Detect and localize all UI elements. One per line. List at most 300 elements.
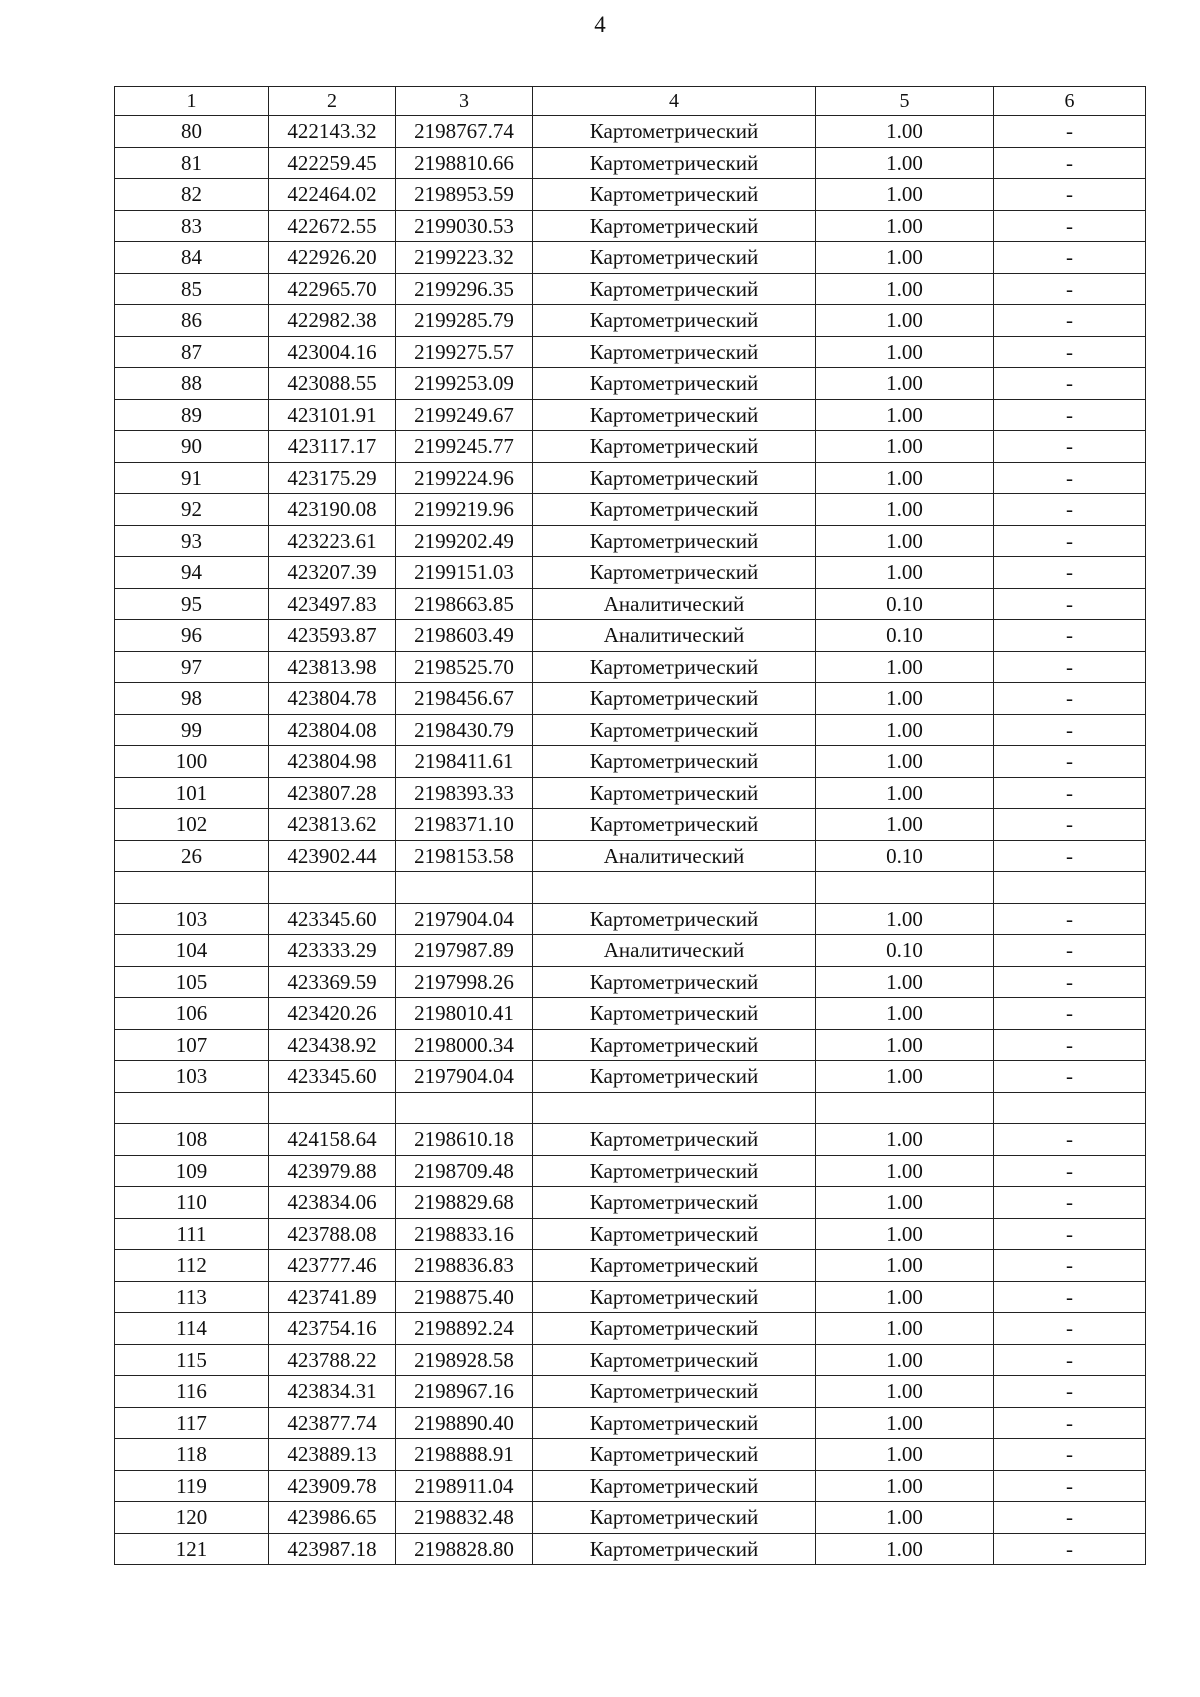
column-header: 1 xyxy=(115,87,269,116)
column-header: 5 xyxy=(816,87,994,116)
accuracy-cell: 1.00 xyxy=(816,1502,994,1534)
y-coordinate-cell: 2198810.66 xyxy=(396,147,533,179)
y-coordinate-cell: 2197904.04 xyxy=(396,903,533,935)
method-cell: Картометрический xyxy=(533,1502,816,1534)
y-coordinate-cell: 2199285.79 xyxy=(396,305,533,337)
table-row xyxy=(115,620,1146,652)
accuracy-cell: 1.00 xyxy=(816,714,994,746)
point-number-cell: 98 xyxy=(115,683,269,715)
method-cell: Картометрический xyxy=(533,1407,816,1439)
x-coordinate-cell: 423333.29 xyxy=(269,935,396,967)
x-coordinate-cell: 423593.87 xyxy=(269,620,396,652)
method-cell: Картометрический xyxy=(533,399,816,431)
table-row xyxy=(115,1502,1146,1534)
column-header: 2 xyxy=(269,87,396,116)
note-cell: - xyxy=(994,1313,1146,1345)
y-coordinate-cell: 2199296.35 xyxy=(396,273,533,305)
point-number-cell: 80 xyxy=(115,116,269,148)
table-row xyxy=(115,1155,1146,1187)
note-cell: - xyxy=(994,1187,1146,1219)
table-row xyxy=(115,368,1146,400)
accuracy-cell: 1.00 xyxy=(816,336,994,368)
point-number-cell: 81 xyxy=(115,147,269,179)
note-cell: - xyxy=(994,1029,1146,1061)
point-number-cell: 117 xyxy=(115,1407,269,1439)
point-number-cell: 118 xyxy=(115,1439,269,1471)
note-cell: - xyxy=(994,1124,1146,1156)
accuracy-cell: 0.10 xyxy=(816,840,994,872)
method-cell: Картометрический xyxy=(533,966,816,998)
table-header-row xyxy=(115,87,1146,116)
x-coordinate-cell: 422464.02 xyxy=(269,179,396,211)
x-coordinate-cell: 423877.74 xyxy=(269,1407,396,1439)
y-coordinate-cell: 2198430.79 xyxy=(396,714,533,746)
note-cell: - xyxy=(994,935,1146,967)
method-cell: Картометрический xyxy=(533,210,816,242)
method-cell: Картометрический xyxy=(533,116,816,148)
x-coordinate-cell: 423207.39 xyxy=(269,557,396,589)
table-row xyxy=(115,588,1146,620)
note-cell: - xyxy=(994,1407,1146,1439)
accuracy-cell: 1.00 xyxy=(816,777,994,809)
point-number-cell: 94 xyxy=(115,557,269,589)
y-coordinate-cell xyxy=(396,872,533,904)
point-number-cell: 103 xyxy=(115,1061,269,1093)
x-coordinate-cell: 423813.62 xyxy=(269,809,396,841)
table-row xyxy=(115,336,1146,368)
point-number-cell: 106 xyxy=(115,998,269,1030)
point-number-cell: 115 xyxy=(115,1344,269,1376)
point-number-cell: 99 xyxy=(115,714,269,746)
table-row xyxy=(115,494,1146,526)
note-cell: - xyxy=(994,651,1146,683)
accuracy-cell: 1.00 xyxy=(816,998,994,1030)
note-cell: - xyxy=(994,903,1146,935)
note-cell: - xyxy=(994,746,1146,778)
accuracy-cell: 1.00 xyxy=(816,431,994,463)
point-number-cell: 121 xyxy=(115,1533,269,1565)
table-row xyxy=(115,399,1146,431)
x-coordinate-cell: 423834.06 xyxy=(269,1187,396,1219)
y-coordinate-cell: 2198153.58 xyxy=(396,840,533,872)
y-coordinate-cell: 2197904.04 xyxy=(396,1061,533,1093)
x-coordinate-cell: 423369.59 xyxy=(269,966,396,998)
accuracy-cell: 1.00 xyxy=(816,809,994,841)
y-coordinate-cell: 2199151.03 xyxy=(396,557,533,589)
point-number-cell: 85 xyxy=(115,273,269,305)
y-coordinate-cell: 2199223.32 xyxy=(396,242,533,274)
table-row xyxy=(115,872,1146,904)
y-coordinate-cell: 2198371.10 xyxy=(396,809,533,841)
point-number-cell: 108 xyxy=(115,1124,269,1156)
accuracy-cell: 1.00 xyxy=(816,1155,994,1187)
point-number-cell xyxy=(115,872,269,904)
point-number-cell: 88 xyxy=(115,368,269,400)
accuracy-cell: 1.00 xyxy=(816,1281,994,1313)
point-number-cell: 113 xyxy=(115,1281,269,1313)
accuracy-cell: 1.00 xyxy=(816,116,994,148)
method-cell: Картометрический xyxy=(533,777,816,809)
y-coordinate-cell: 2197987.89 xyxy=(396,935,533,967)
x-coordinate-cell xyxy=(269,872,396,904)
note-cell: - xyxy=(994,557,1146,589)
note-cell: - xyxy=(994,305,1146,337)
y-coordinate-cell: 2198610.18 xyxy=(396,1124,533,1156)
point-number-cell: 105 xyxy=(115,966,269,998)
point-number-cell: 103 xyxy=(115,903,269,935)
method-cell: Аналитический xyxy=(533,620,816,652)
point-number-cell: 120 xyxy=(115,1502,269,1534)
point-number-cell: 92 xyxy=(115,494,269,526)
note-cell: - xyxy=(994,998,1146,1030)
table-row xyxy=(115,431,1146,463)
method-cell: Картометрический xyxy=(533,903,816,935)
accuracy-cell: 1.00 xyxy=(816,1407,994,1439)
y-coordinate-cell: 2198411.61 xyxy=(396,746,533,778)
point-number-cell: 82 xyxy=(115,179,269,211)
method-cell: Картометрический xyxy=(533,1029,816,1061)
x-coordinate-cell: 423889.13 xyxy=(269,1439,396,1471)
table-row xyxy=(115,147,1146,179)
table-row xyxy=(115,1533,1146,1565)
coordinates-table xyxy=(114,86,1146,1565)
note-cell: - xyxy=(994,147,1146,179)
method-cell: Картометрический xyxy=(533,1533,816,1565)
accuracy-cell: 1.00 xyxy=(816,147,994,179)
y-coordinate-cell: 2197998.26 xyxy=(396,966,533,998)
accuracy-cell: 1.00 xyxy=(816,1187,994,1219)
point-number-cell: 109 xyxy=(115,1155,269,1187)
x-coordinate-cell: 423223.61 xyxy=(269,525,396,557)
note-cell: - xyxy=(994,1344,1146,1376)
y-coordinate-cell: 2199219.96 xyxy=(396,494,533,526)
accuracy-cell: 1.00 xyxy=(816,1376,994,1408)
accuracy-cell: 1.00 xyxy=(816,1029,994,1061)
x-coordinate-cell: 423741.89 xyxy=(269,1281,396,1313)
note-cell: - xyxy=(994,462,1146,494)
y-coordinate-cell xyxy=(396,1092,533,1124)
method-cell: Картометрический xyxy=(533,1439,816,1471)
y-coordinate-cell: 2198010.41 xyxy=(396,998,533,1030)
note-cell: - xyxy=(994,336,1146,368)
method-cell: Картометрический xyxy=(533,147,816,179)
table-row xyxy=(115,1187,1146,1219)
method-cell: Картометрический xyxy=(533,1218,816,1250)
y-coordinate-cell: 2199253.09 xyxy=(396,368,533,400)
x-coordinate-cell: 423345.60 xyxy=(269,1061,396,1093)
x-coordinate-cell: 423101.91 xyxy=(269,399,396,431)
x-coordinate-cell: 423004.16 xyxy=(269,336,396,368)
note-cell: - xyxy=(994,1218,1146,1250)
point-number-cell: 95 xyxy=(115,588,269,620)
x-coordinate-cell: 423909.78 xyxy=(269,1470,396,1502)
y-coordinate-cell: 2198892.24 xyxy=(396,1313,533,1345)
y-coordinate-cell: 2199275.57 xyxy=(396,336,533,368)
table-row xyxy=(115,305,1146,337)
x-coordinate-cell: 423986.65 xyxy=(269,1502,396,1534)
x-coordinate-cell: 423804.98 xyxy=(269,746,396,778)
table-row xyxy=(115,809,1146,841)
method-cell: Картометрический xyxy=(533,336,816,368)
note-cell: - xyxy=(994,588,1146,620)
accuracy-cell: 1.00 xyxy=(816,1439,994,1471)
column-header: 3 xyxy=(396,87,533,116)
table-row xyxy=(115,777,1146,809)
accuracy-cell: 1.00 xyxy=(816,1218,994,1250)
y-coordinate-cell: 2198709.48 xyxy=(396,1155,533,1187)
point-number-cell: 119 xyxy=(115,1470,269,1502)
y-coordinate-cell: 2198911.04 xyxy=(396,1470,533,1502)
method-cell: Аналитический xyxy=(533,935,816,967)
method-cell: Картометрический xyxy=(533,1313,816,1345)
table-row xyxy=(115,1470,1146,1502)
note-cell: - xyxy=(994,368,1146,400)
table-row xyxy=(115,1218,1146,1250)
method-cell: Картометрический xyxy=(533,683,816,715)
accuracy-cell: 0.10 xyxy=(816,588,994,620)
accuracy-cell: 1.00 xyxy=(816,903,994,935)
accuracy-cell: 0.10 xyxy=(816,620,994,652)
note-cell: - xyxy=(994,210,1146,242)
accuracy-cell: 0.10 xyxy=(816,935,994,967)
table-row xyxy=(115,840,1146,872)
accuracy-cell: 1.00 xyxy=(816,494,994,526)
note-cell: - xyxy=(994,714,1146,746)
accuracy-cell: 1.00 xyxy=(816,557,994,589)
note-cell: - xyxy=(994,840,1146,872)
x-coordinate-cell xyxy=(269,1092,396,1124)
note-cell xyxy=(994,872,1146,904)
x-coordinate-cell: 423190.08 xyxy=(269,494,396,526)
x-coordinate-cell: 423420.26 xyxy=(269,998,396,1030)
table-row xyxy=(115,1250,1146,1282)
point-number-cell: 87 xyxy=(115,336,269,368)
y-coordinate-cell: 2199245.77 xyxy=(396,431,533,463)
point-number-cell: 116 xyxy=(115,1376,269,1408)
accuracy-cell: 1.00 xyxy=(816,273,994,305)
x-coordinate-cell: 423497.83 xyxy=(269,588,396,620)
y-coordinate-cell: 2199202.49 xyxy=(396,525,533,557)
table-row xyxy=(115,525,1146,557)
x-coordinate-cell: 423902.44 xyxy=(269,840,396,872)
point-number-cell: 91 xyxy=(115,462,269,494)
note-cell: - xyxy=(994,966,1146,998)
accuracy-cell: 1.00 xyxy=(816,305,994,337)
table-row xyxy=(115,1407,1146,1439)
accuracy-cell: 1.00 xyxy=(816,525,994,557)
table-row xyxy=(115,998,1146,1030)
method-cell: Картометрический xyxy=(533,746,816,778)
table-row xyxy=(115,1092,1146,1124)
note-cell: - xyxy=(994,683,1146,715)
point-number-cell: 112 xyxy=(115,1250,269,1282)
table-row xyxy=(115,966,1146,998)
y-coordinate-cell: 2198525.70 xyxy=(396,651,533,683)
x-coordinate-cell: 423813.98 xyxy=(269,651,396,683)
method-cell: Картометрический xyxy=(533,368,816,400)
note-cell: - xyxy=(994,1502,1146,1534)
method-cell: Картометрический xyxy=(533,305,816,337)
accuracy-cell: 1.00 xyxy=(816,399,994,431)
note-cell: - xyxy=(994,1533,1146,1565)
x-coordinate-cell: 423088.55 xyxy=(269,368,396,400)
point-number-cell: 101 xyxy=(115,777,269,809)
table-row xyxy=(115,935,1146,967)
accuracy-cell: 1.00 xyxy=(816,1313,994,1345)
note-cell: - xyxy=(994,431,1146,463)
table-row xyxy=(115,1029,1146,1061)
method-cell xyxy=(533,1092,816,1124)
x-coordinate-cell: 423834.31 xyxy=(269,1376,396,1408)
x-coordinate-cell: 423788.08 xyxy=(269,1218,396,1250)
x-coordinate-cell: 422926.20 xyxy=(269,242,396,274)
table-row xyxy=(115,1439,1146,1471)
y-coordinate-cell: 2198832.48 xyxy=(396,1502,533,1534)
method-cell: Картометрический xyxy=(533,809,816,841)
y-coordinate-cell: 2198000.34 xyxy=(396,1029,533,1061)
x-coordinate-cell: 423804.08 xyxy=(269,714,396,746)
x-coordinate-cell: 423117.17 xyxy=(269,431,396,463)
note-cell: - xyxy=(994,1061,1146,1093)
y-coordinate-cell: 2198829.68 xyxy=(396,1187,533,1219)
x-coordinate-cell: 424158.64 xyxy=(269,1124,396,1156)
point-number-cell xyxy=(115,1092,269,1124)
point-number-cell: 111 xyxy=(115,1218,269,1250)
method-cell: Картометрический xyxy=(533,1376,816,1408)
accuracy-cell: 1.00 xyxy=(816,1470,994,1502)
table-row xyxy=(115,746,1146,778)
method-cell: Картометрический xyxy=(533,242,816,274)
y-coordinate-cell: 2198663.85 xyxy=(396,588,533,620)
point-number-cell: 89 xyxy=(115,399,269,431)
accuracy-cell: 1.00 xyxy=(816,1124,994,1156)
accuracy-cell: 1.00 xyxy=(816,746,994,778)
x-coordinate-cell: 422143.32 xyxy=(269,116,396,148)
accuracy-cell xyxy=(816,1092,994,1124)
method-cell: Картометрический xyxy=(533,714,816,746)
y-coordinate-cell: 2198603.49 xyxy=(396,620,533,652)
y-coordinate-cell: 2199224.96 xyxy=(396,462,533,494)
note-cell: - xyxy=(994,116,1146,148)
x-coordinate-cell: 422982.38 xyxy=(269,305,396,337)
method-cell: Картометрический xyxy=(533,273,816,305)
y-coordinate-cell: 2198456.67 xyxy=(396,683,533,715)
table-row xyxy=(115,116,1146,148)
method-cell: Картометрический xyxy=(533,525,816,557)
table-row xyxy=(115,1061,1146,1093)
accuracy-cell: 1.00 xyxy=(816,683,994,715)
note-cell: - xyxy=(994,242,1146,274)
method-cell: Картометрический xyxy=(533,557,816,589)
table-row xyxy=(115,557,1146,589)
note-cell: - xyxy=(994,273,1146,305)
point-number-cell: 104 xyxy=(115,935,269,967)
method-cell: Картометрический xyxy=(533,1061,816,1093)
coordinates-table-body xyxy=(115,87,1146,1565)
note-cell: - xyxy=(994,620,1146,652)
method-cell: Картометрический xyxy=(533,1281,816,1313)
table-row xyxy=(115,179,1146,211)
method-cell: Картометрический xyxy=(533,1155,816,1187)
x-coordinate-cell: 422259.45 xyxy=(269,147,396,179)
method-cell: Картометрический xyxy=(533,462,816,494)
point-number-cell: 26 xyxy=(115,840,269,872)
page-number: 4 xyxy=(594,12,606,37)
column-header: 6 xyxy=(994,87,1146,116)
accuracy-cell: 1.00 xyxy=(816,1344,994,1376)
note-cell: - xyxy=(994,809,1146,841)
y-coordinate-cell: 2198953.59 xyxy=(396,179,533,211)
point-number-cell: 84 xyxy=(115,242,269,274)
y-coordinate-cell: 2198393.33 xyxy=(396,777,533,809)
table-row xyxy=(115,1313,1146,1345)
method-cell: Картометрический xyxy=(533,179,816,211)
method-cell: Картометрический xyxy=(533,651,816,683)
method-cell: Картометрический xyxy=(533,494,816,526)
table-row xyxy=(115,714,1146,746)
table-row xyxy=(115,462,1146,494)
y-coordinate-cell: 2198888.91 xyxy=(396,1439,533,1471)
y-coordinate-cell: 2198928.58 xyxy=(396,1344,533,1376)
table-row xyxy=(115,273,1146,305)
x-coordinate-cell: 423979.88 xyxy=(269,1155,396,1187)
point-number-cell: 90 xyxy=(115,431,269,463)
table-row xyxy=(115,1376,1146,1408)
point-number-cell: 83 xyxy=(115,210,269,242)
point-number-cell: 110 xyxy=(115,1187,269,1219)
method-cell: Картометрический xyxy=(533,1187,816,1219)
method-cell: Аналитический xyxy=(533,588,816,620)
method-cell: Картометрический xyxy=(533,998,816,1030)
note-cell: - xyxy=(994,1439,1146,1471)
point-number-cell: 114 xyxy=(115,1313,269,1345)
table-row xyxy=(115,651,1146,683)
x-coordinate-cell: 423345.60 xyxy=(269,903,396,935)
point-number-cell: 93 xyxy=(115,525,269,557)
y-coordinate-cell: 2198967.16 xyxy=(396,1376,533,1408)
column-header: 4 xyxy=(533,87,816,116)
accuracy-cell xyxy=(816,872,994,904)
x-coordinate-cell: 423807.28 xyxy=(269,777,396,809)
method-cell xyxy=(533,872,816,904)
note-cell: - xyxy=(994,777,1146,809)
accuracy-cell: 1.00 xyxy=(816,1533,994,1565)
y-coordinate-cell: 2198836.83 xyxy=(396,1250,533,1282)
table-row xyxy=(115,903,1146,935)
method-cell: Картометрический xyxy=(533,1250,816,1282)
point-number-cell: 100 xyxy=(115,746,269,778)
table-row xyxy=(115,210,1146,242)
note-cell: - xyxy=(994,525,1146,557)
accuracy-cell: 1.00 xyxy=(816,368,994,400)
x-coordinate-cell: 423754.16 xyxy=(269,1313,396,1345)
note-cell: - xyxy=(994,1155,1146,1187)
point-number-cell: 86 xyxy=(115,305,269,337)
x-coordinate-cell: 422672.55 xyxy=(269,210,396,242)
accuracy-cell: 1.00 xyxy=(816,1061,994,1093)
x-coordinate-cell: 422965.70 xyxy=(269,273,396,305)
note-cell: - xyxy=(994,1281,1146,1313)
method-cell: Картометрический xyxy=(533,1124,816,1156)
y-coordinate-cell: 2199030.53 xyxy=(396,210,533,242)
table-row xyxy=(115,1344,1146,1376)
x-coordinate-cell: 423175.29 xyxy=(269,462,396,494)
table-row xyxy=(115,683,1146,715)
accuracy-cell: 1.00 xyxy=(816,651,994,683)
note-cell: - xyxy=(994,494,1146,526)
y-coordinate-cell: 2198890.40 xyxy=(396,1407,533,1439)
accuracy-cell: 1.00 xyxy=(816,1250,994,1282)
